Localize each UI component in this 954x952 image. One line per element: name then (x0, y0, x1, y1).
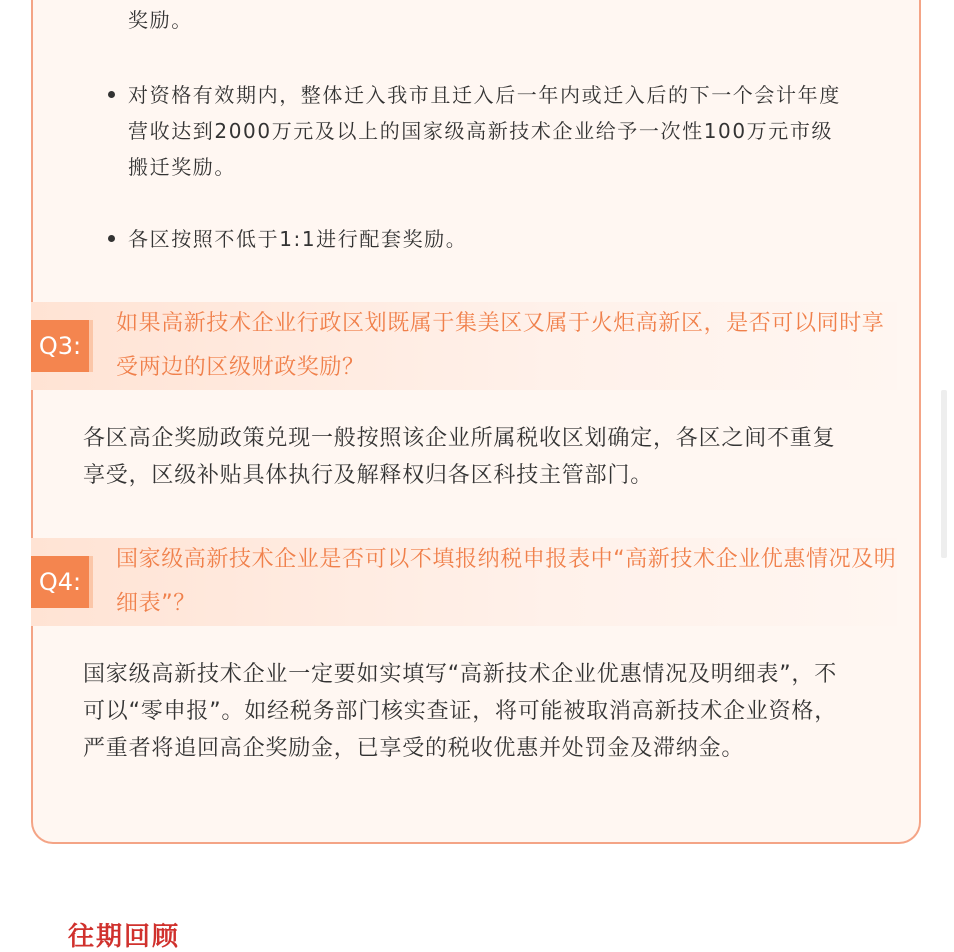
bullet-item-relocation (128, 77, 848, 185)
question-text-q4: 国家级高新技术企业是否可以不填报纳税申报表中“高新技术企业优惠情况及明细表”？ (116, 547, 897, 616)
bullet-dot-icon (108, 235, 115, 242)
next-section-heading-text: 往期回顾 (68, 922, 181, 952)
question-tag-q3: Q3: (31, 320, 89, 372)
answer-text-q3: 各区高企奖励政策兑现一般按照该企业所属税收区划确定，各区之间不重复享受，区级补贴具体执行及解释权归各区科技主管部门。 (83, 426, 836, 488)
bullet-text: 各区按照不低于1:1进行配套奖励。 (128, 227, 468, 251)
scrollbar[interactable] (941, 390, 947, 558)
bullet-dot-icon (108, 91, 115, 98)
question-banner-q3 (31, 302, 897, 390)
bullet-tail-text: 奖励。 (128, 8, 193, 32)
question-banner-q4 (31, 538, 897, 626)
question-tag-q4: Q4: (31, 556, 89, 608)
bullet-text: 对资格有效期内，整体迁入我市且迁入后一年内或迁入后的下一个会计年度营收达到2000万元及以上的国家级高新技术企业给予一次性100万元市级搬迁奖励。 (128, 83, 841, 179)
bullet-item-matching (128, 221, 848, 257)
next-section-heading (68, 922, 208, 952)
question-text-q3: 如果高新技术企业行政区划既属于集美区又属于火炬高新区，是否可以同时享受两边的区级财政奖励？ (116, 311, 885, 380)
answer-text-q4: 国家级高新技术企业一定要如实填写“高新技术企业优惠情况及明细表”，不可以“零申报”。如经税务部门核实查证，将可能被取消高新技术企业资格，严重者将追回高企奖励金，已享受的税收优惠并处罚金及滞纳金。 (83, 662, 837, 761)
